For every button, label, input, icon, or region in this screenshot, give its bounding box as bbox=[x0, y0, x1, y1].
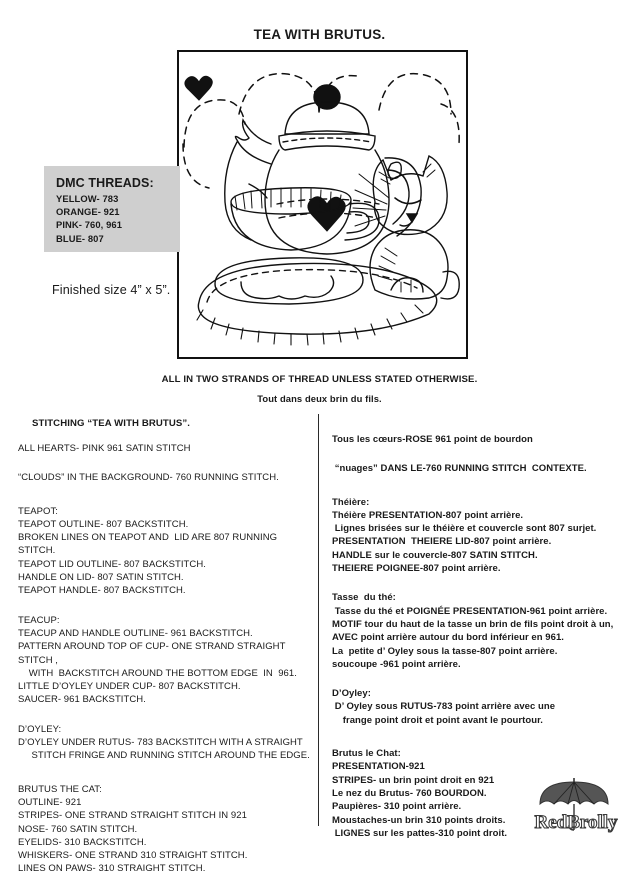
page-title: TEA WITH BRUTUS. bbox=[253, 27, 386, 42]
english-brutus-line: EYELIDS- 310 BACKSTITCH. bbox=[18, 836, 147, 848]
french-tasse-line: soucoupe -961 point arrière. bbox=[332, 658, 461, 670]
english-teapot-line: TEAPOT OUTLINE- 807 BACKSTITCH. bbox=[18, 518, 189, 530]
finished-size-label: Finished size 4” x 5”. bbox=[52, 283, 171, 297]
french-theiere-title: Théière: bbox=[332, 496, 370, 508]
french-tasse-line: AVEC point arrière autour du bord inférieur en 961. bbox=[332, 632, 564, 644]
english-teapot-line: BROKEN LINES ON TEAPOT AND LID ARE 807 RUNNING STITCH. bbox=[18, 532, 280, 557]
dmc-thread-item: PINK- 760, 961 bbox=[56, 219, 123, 231]
english-teacup-line: WITH BACKSTITCH AROUND THE BOTTOM EDGE IN 961. bbox=[18, 667, 297, 679]
english-teacup-line: PATTERN AROUND TOP OF CUP- ONE STRAND STRAIGHT STITCH , bbox=[18, 641, 288, 666]
french-brutus-line: Moustaches-un brin 310 points droits. bbox=[332, 814, 506, 826]
dmc-thread-item: BLUE- 807 bbox=[56, 232, 104, 244]
english-heading: STITCHING “TEA WITH BRUTUS”. bbox=[32, 418, 191, 429]
french-hearts-line: Tous les cœurs-ROSE 961 point de bourdon bbox=[332, 434, 533, 445]
english-brutus-line: NOSE- 760 SATIN STITCH. bbox=[18, 823, 138, 835]
french-tasse-line: La petite d’ Oyley sous la tasse-807 point arrière. bbox=[332, 645, 558, 657]
french-theiere-line: Théière PRESENTATION-807 point arrière. bbox=[332, 509, 524, 521]
french-tasse-line: Tasse du thé et POIGNÉE PRESENTATION-961 point arrière. bbox=[332, 605, 608, 617]
pattern-illustration bbox=[177, 50, 468, 359]
banner-english: ALL IN TWO STRANDS OF THREAD UNLESS STATED OTHERWISE. bbox=[161, 374, 478, 385]
french-brutus-title: Brutus le Chat: bbox=[332, 748, 401, 760]
french-brutus-line: Paupières- 310 point arrière. bbox=[332, 801, 462, 813]
french-clouds-line: “nuages” DANS LE-760 RUNNING STITCH CONTEXTE. bbox=[332, 463, 587, 475]
english-hearts-line: ALL HEARTS- PINK 961 SATIN STITCH bbox=[18, 443, 191, 454]
french-theiere-line: HANDLE sur le couvercle-807 SATIN STITCH. bbox=[332, 549, 538, 561]
french-brutus-line: STRIPES- un brin point droit en 921 bbox=[332, 774, 495, 786]
french-doyley-line: D’ Oyley sous RUTUS-783 point arrière avec une bbox=[332, 701, 556, 713]
french-brutus-line: PRESENTATION-921 bbox=[332, 761, 425, 773]
english-teacup-line: SAUCER- 961 BACKSTITCH. bbox=[18, 694, 146, 706]
french-theiere-line: THEIERE POIGNEE-807 point arrière. bbox=[332, 563, 501, 575]
english-teapot-line: HANDLE ON LID- 807 SATIN STITCH. bbox=[18, 572, 184, 584]
english-clouds-line: “CLOUDS” IN THE BACKGROUND- 760 RUNNING STITCH. bbox=[18, 472, 279, 484]
dmc-threads-box bbox=[44, 166, 180, 252]
dmc-thread-item: ORANGE- 921 bbox=[56, 206, 120, 218]
dmc-thread-item: YELLOW- 783 bbox=[56, 193, 119, 204]
english-doyley-title: D’OYLEY: bbox=[18, 723, 62, 735]
english-teacup-line: TEACUP AND HANDLE OUTLINE- 961 BACKSTITCH. bbox=[18, 627, 253, 639]
english-teapot-line: TEAPOT HANDLE- 807 BACKSTITCH. bbox=[18, 585, 186, 597]
english-doyley-line: D’OYLEY UNDER RUTUS- 783 BACKSTITCH WITH A STRAIGHT bbox=[18, 737, 303, 749]
french-tasse-title: Tasse du thé: bbox=[332, 592, 396, 604]
dmc-threads-heading: DMC THREADS: bbox=[56, 176, 154, 190]
english-brutus-line: LINES ON PAWS- 310 STRAIGHT STITCH. bbox=[18, 863, 206, 875]
redbrolly-logo bbox=[528, 776, 624, 838]
banner-french: Tout dans deux brin du fils. bbox=[257, 393, 382, 404]
french-theiere-line: PRESENTATION THEIERE LID-807 point arrière. bbox=[332, 536, 552, 548]
french-brutus-line: Le nez du Brutus- 760 BOURDON. bbox=[332, 787, 487, 799]
english-teacup-title: TEACUP: bbox=[18, 614, 60, 626]
english-brutus-title: BRUTUS THE CAT: bbox=[18, 783, 102, 795]
french-doyley-line: frange point droit et point avant le pourtour. bbox=[332, 714, 543, 726]
english-teapot-title: TEAPOT: bbox=[18, 505, 58, 517]
english-brutus-line: OUTLINE- 921 bbox=[18, 796, 82, 808]
logo-wordmark: RedBrolly bbox=[534, 812, 618, 833]
english-teapot-line: TEAPOT LID OUTLINE- 807 BACKSTITCH. bbox=[18, 558, 206, 570]
instructions-english bbox=[18, 418, 314, 876]
french-doyley-title: D’Oyley: bbox=[332, 688, 371, 700]
english-brutus-line: WHISKERS- ONE STRAND 310 STRAIGHT STITCH. bbox=[18, 850, 248, 862]
english-brutus-line: STRIPES- ONE STRAND STRAIGHT STITCH IN 921 bbox=[18, 810, 247, 822]
french-tasse-line: MOTIF tour du haut de la tasse un brin de fils point droit à un, bbox=[332, 618, 614, 630]
french-brutus-line: LIGNES sur les pattes-310 point droit. bbox=[332, 827, 508, 839]
french-theiere-line: Lignes brisées sur le théière et couvercle sont 807 surjet. bbox=[332, 523, 597, 535]
english-doyley-line: STITCH FRINGE AND RUNNING STITCH AROUND THE EDGE. bbox=[18, 750, 310, 762]
english-teacup-line: LITTLE D’OYLEY UNDER CUP- 807 BACKSTITCH. bbox=[18, 681, 241, 693]
column-divider bbox=[318, 414, 319, 826]
